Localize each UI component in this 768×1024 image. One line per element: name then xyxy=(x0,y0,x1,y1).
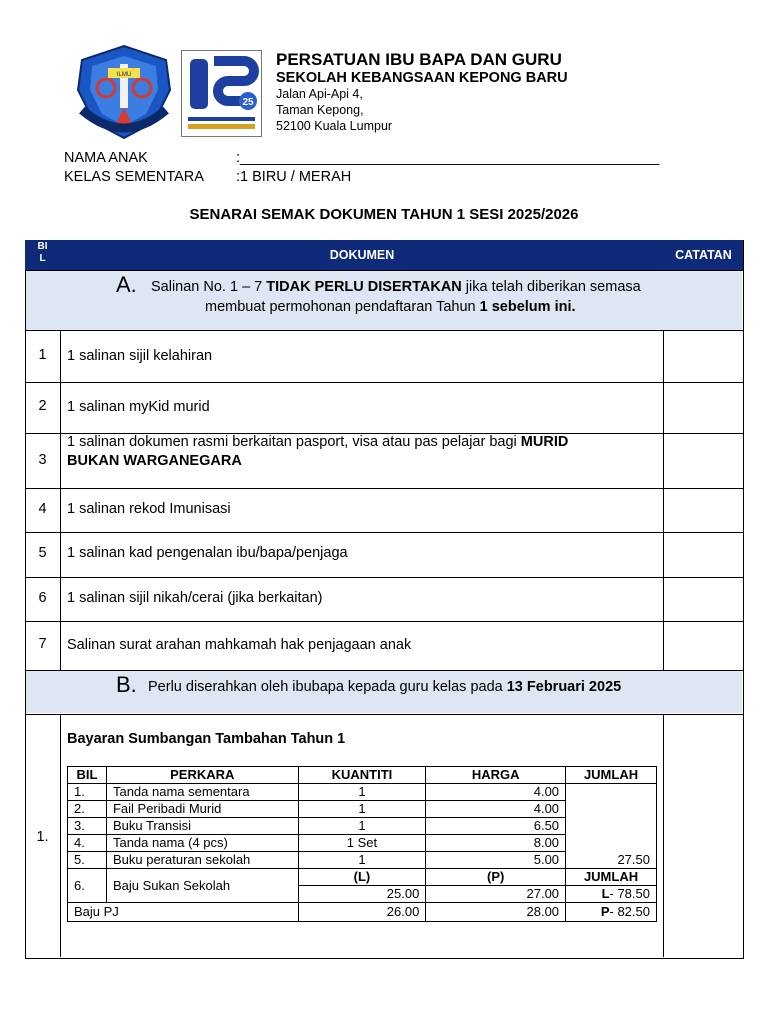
fee-col-bil: BIL xyxy=(68,767,107,784)
school-logo xyxy=(70,42,178,142)
fee-kuantiti: 1 Set xyxy=(298,835,426,852)
kelas-sementara-value: :1 BIRU / MERAH xyxy=(236,169,352,185)
fee-harga: 4.00 xyxy=(426,784,566,801)
fee-table xyxy=(67,766,657,922)
fee-perkara: Tanda nama (4 pcs) xyxy=(106,835,298,852)
fee-kuantiti: 1 xyxy=(298,818,426,835)
address-line-1: Jalan Api-Api 4, xyxy=(276,87,363,101)
table-header xyxy=(25,240,743,270)
item-3-text: 1 salinan dokumen rasmi berkaitan pasport, visa atau pas pelajar bagi MURID BUKAN WARGANEGARA xyxy=(67,434,569,469)
fee-table-title: Bayaran Sumbangan Tambahan Tahun 1 xyxy=(67,731,346,747)
fee-col-jumlah: JUMLAH xyxy=(566,767,657,784)
nama-anak-label: NAMA ANAK xyxy=(64,150,148,166)
page-title: SENARAI SEMAK DOKUMEN TAHUN 1 SESI 2025/2026 xyxy=(189,206,579,223)
fee-l-value: 25.00 xyxy=(298,886,426,903)
fee-perkara: Tanda nama sementara xyxy=(106,784,298,801)
header-dokumen: DOKUMEN xyxy=(329,248,395,262)
fee-perkara: Baju PJ xyxy=(68,903,299,922)
fee-p-value: 27.00 xyxy=(426,886,566,903)
section-a-line1: Salinan No. 1 – 7 TIDAK PERLU DISERTAKAN jika telah diberikan semasa xyxy=(151,279,641,295)
table-row xyxy=(68,903,657,922)
address-line-2: Taman Kepong, xyxy=(276,103,364,117)
item-2-text: 1 salinan myKid murid xyxy=(67,399,210,415)
fee-perkara: Buku peraturan sekolah xyxy=(106,852,298,869)
fee-bil: 5. xyxy=(68,852,107,869)
fee-perkara: Buku Transisi xyxy=(106,818,298,835)
section-b-letter: B. xyxy=(116,672,137,697)
fee-kuantiti: 1 xyxy=(298,784,426,801)
table-row xyxy=(68,784,657,801)
item-4-text: 1 salinan rekod Imunisasi xyxy=(67,501,231,517)
address-line-3: 52100 Kuala Lumpur xyxy=(276,119,393,133)
svg-text:25: 25 xyxy=(242,97,254,108)
fee-total-l: L- 78.50 xyxy=(566,886,657,903)
fee-l-value: 26.00 xyxy=(298,903,426,922)
fee-total-p: P- 82.50 xyxy=(566,903,657,922)
fee-table-header xyxy=(68,767,657,784)
fee-perkara: Fail Peribadi Murid xyxy=(106,801,298,818)
fee-harga: 8.00 xyxy=(426,835,566,852)
item-6-no: 6 xyxy=(38,590,47,606)
fee-p-head: (P) xyxy=(426,869,566,886)
fee-col-perkara: PERKARA xyxy=(106,767,298,784)
item-2-no: 2 xyxy=(38,398,47,414)
kelas-sementara-label: KELAS SEMENTARA xyxy=(64,169,204,185)
section-a-letter: A. xyxy=(116,272,137,297)
item-1-text: 1 salinan sijil kelahiran xyxy=(67,348,213,364)
fee-l-head: (L) xyxy=(298,869,426,886)
section-a-row xyxy=(26,271,742,330)
section-a-line2: membuat permohonan pendaftaran Tahun 1 sebelum ini. xyxy=(205,299,576,315)
b-item-1-no: 1. xyxy=(36,829,49,845)
fee-col-kuantiti: KUANTITI xyxy=(298,767,426,784)
item-4-no: 4 xyxy=(38,501,47,517)
fee-p-value: 28.00 xyxy=(426,903,566,922)
item-3-no: 3 xyxy=(38,452,47,468)
fee-bil: 6. xyxy=(68,869,107,903)
item-7-text: Salinan surat arahan mahkamah hak penjagaan anak xyxy=(67,637,412,653)
section-b-text: Perlu diserahkan oleh ibubapa kepada guru kelas pada 13 Februari 2025 xyxy=(148,679,622,695)
item-5-no: 5 xyxy=(38,545,47,561)
fee-bil: 4. xyxy=(68,835,107,852)
nama-anak-field[interactable]: :____________________________________________________ xyxy=(236,150,660,166)
fee-kuantiti: 1 xyxy=(298,801,426,818)
fee-bil: 3. xyxy=(68,818,107,835)
fee-bil: 1. xyxy=(68,784,107,801)
fee-bil: 2. xyxy=(68,801,107,818)
header-bil: BIL xyxy=(37,241,48,264)
school-name: SEKOLAH KEBANGSAAN KEPONG BARU xyxy=(276,70,568,86)
fee-harga: 4.00 xyxy=(426,801,566,818)
fee-kuantiti: 1 xyxy=(298,852,426,869)
org-name: PERSATUAN IBU BAPA DAN GURU xyxy=(276,50,562,69)
fee-col-harga: HARGA xyxy=(426,767,566,784)
fee-harga: 5.00 xyxy=(426,852,566,869)
item-1-no: 1 xyxy=(38,347,47,363)
transformasi-logo xyxy=(181,50,262,137)
table-row xyxy=(68,869,657,886)
item-5-text: 1 salinan kad pengenalan ibu/bapa/penjaga xyxy=(67,545,348,561)
fee-subtotal: 27.50 xyxy=(566,784,657,869)
fee-harga: 6.50 xyxy=(426,818,566,835)
fee-jumlah-head: JUMLAH xyxy=(566,869,657,886)
svg-text:ILMU: ILMU xyxy=(116,72,132,78)
fee-perkara: Baju Sukan Sekolah xyxy=(106,869,298,903)
item-7-no: 7 xyxy=(38,636,47,652)
fee-table-wrap xyxy=(67,766,657,922)
section-b-row xyxy=(26,671,742,713)
item-6-text: 1 salinan sijil nikah/cerai (jika berkaitan) xyxy=(67,590,323,606)
header-catatan: CATATAN xyxy=(675,248,732,262)
